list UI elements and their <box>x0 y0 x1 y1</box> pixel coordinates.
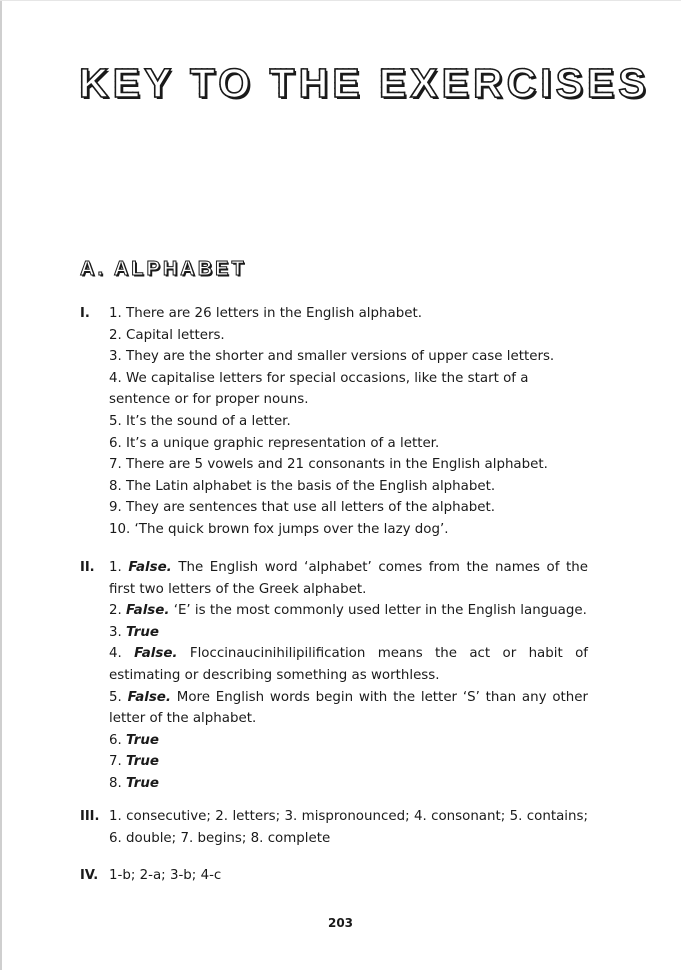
answer-item: 8. The Latin alphabet is the basis of the English alphabet. <box>109 478 496 494</box>
item-number: 2. <box>109 603 122 619</box>
answer-item: 6. It’s a unique graphic representation of a letter. <box>109 435 440 451</box>
answer-verdict: True <box>126 732 159 748</box>
answer-item: 5. It’s the sound of a letter. <box>109 413 291 429</box>
page-number: 203 <box>327 916 354 930</box>
answer-item: 1. There are 26 letters in the English alphabet. <box>109 306 422 321</box>
answer-item: 2. Capital letters. <box>109 327 225 343</box>
item-number: 1. <box>109 560 122 575</box>
exercise-answers <box>109 806 588 849</box>
item-number: 8. <box>109 775 122 791</box>
exercise-4 <box>80 865 588 887</box>
answer-item <box>109 622 588 644</box>
answer-verdict: True <box>126 775 159 791</box>
exercise-answers <box>109 557 588 795</box>
exercise-number: I. <box>80 306 90 321</box>
section-title: A. ALPHABET <box>80 258 247 280</box>
answer-item <box>109 687 588 730</box>
answer-item: 10. ‘The quick brown fox jumps over the lazy dog’. <box>109 521 449 537</box>
item-number: 5. <box>109 689 122 705</box>
page-top-edge <box>0 0 681 1</box>
item-number: 3. <box>109 624 122 640</box>
answer-item <box>109 730 588 752</box>
answer-item <box>109 557 588 600</box>
exercise-number: III. <box>80 809 100 824</box>
item-number: 4. <box>109 646 122 662</box>
answer-verdict: True <box>126 624 159 640</box>
item-number: 7. <box>109 754 122 770</box>
exercise-number: II. <box>80 560 95 575</box>
answer-verdict: False. <box>134 646 178 662</box>
exercise-2 <box>80 557 588 795</box>
answer-item: 9. They are sentences that use all letters of the alphabet. <box>109 500 496 516</box>
answer-verdict: False. <box>128 560 172 575</box>
answer-item <box>109 751 588 773</box>
exercise-answers <box>109 303 588 541</box>
answer-text: More English words begin with the letter ‘S’ than any other letter of the alphabet. <box>109 689 588 727</box>
answer-item: 7. There are 5 vowels and 21 consonants in the English alphabet. <box>109 457 548 473</box>
exercise-3 <box>80 806 588 849</box>
answer-item: 3. They are the shorter and smaller versions of upper case letters. <box>109 349 555 365</box>
item-number: 6. <box>109 732 122 748</box>
answer-item <box>109 773 588 795</box>
answer-text: The English word ‘alphabet’ comes from the names of the first two letters of the Greek alphabet. <box>109 560 588 597</box>
answer-verdict: False. <box>127 689 171 705</box>
answer-text: 1-b; 2-a; 3-b; 4-c <box>109 868 222 883</box>
exercise-number: IV. <box>80 868 99 883</box>
answer-verdict: False. <box>126 603 170 619</box>
exercise-1 <box>80 303 588 541</box>
answer-verdict: True <box>126 754 159 770</box>
answer-item: 4. We capitalise letters for special occasions, like the start of a sentence or for proper nouns. <box>109 370 529 408</box>
answer-item <box>109 643 588 686</box>
exercise-answers <box>109 865 588 887</box>
answer-text: Floccinaucinihilipilification means the act or habit of estimating or describing something as worthless. <box>109 646 588 683</box>
answer-text: 1. consecutive; 2. letters; 3. mispronounced; 4. consonant; 5. contains; 6. double; 7. begins; 8. complete <box>109 809 588 846</box>
answer-text: ‘E’ is the most commonly used letter in the English language. <box>173 603 587 619</box>
page-edge <box>0 0 2 970</box>
answer-item <box>109 600 588 622</box>
page-title: KEY TO THE EXERCISES <box>79 60 650 106</box>
